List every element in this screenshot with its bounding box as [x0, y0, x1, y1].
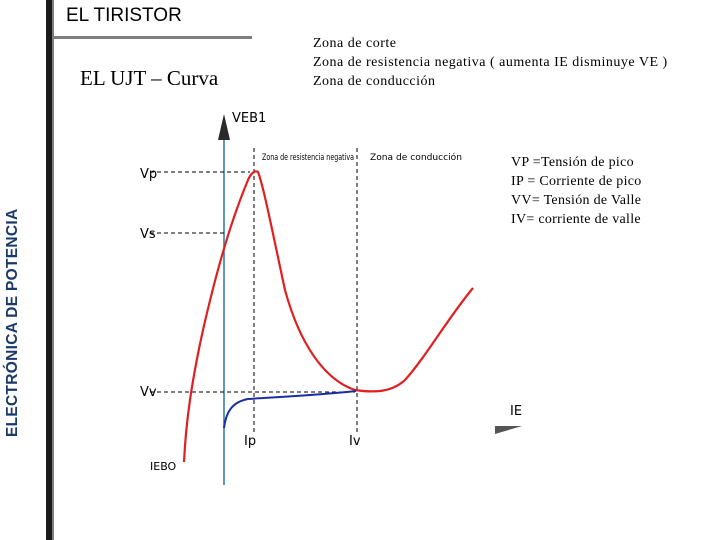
legend-ip: IP = Corriente de pico	[511, 174, 642, 189]
blue-cutoff-curve	[224, 391, 356, 428]
region-label-conduction: Zona de conducción	[370, 153, 456, 163]
iebo-label: IEBO	[150, 460, 177, 473]
y-axis-label: VEB1	[232, 111, 267, 126]
slide-title: EL TIRISTOR	[66, 5, 182, 26]
legend-vp: VP =Tensión de pico	[511, 155, 634, 170]
red-characteristic-curve	[184, 171, 473, 462]
slide-subtitle: EL UJT – Curva	[80, 66, 219, 90]
legend-iv: IV= corriente de valle	[511, 212, 641, 227]
x-axis-label: IE	[510, 404, 523, 419]
ip-label: Ip	[244, 434, 257, 449]
x-axis-arrow-icon	[495, 426, 522, 434]
vp-label: Vp	[140, 167, 158, 182]
vertical-section-title: ELECTRÓNICA DE POTENCIA	[4, 208, 21, 437]
iv-label: Iv	[349, 434, 361, 449]
zone-description-negative-resistance: Zona de resistencia negativa ( aumenta IE disminuye VE )	[313, 55, 668, 70]
zone-description-conduction: Zona de conducción	[313, 74, 436, 89]
region-label-negative-resistance: Zona de resistencia negativa	[262, 153, 354, 163]
legend-vv: VV= Tensión de Valle	[511, 193, 642, 208]
vv-label: Vv	[140, 385, 157, 400]
zone-description-cutoff: Zona de corte	[313, 36, 397, 51]
y-axis-arrow-icon	[218, 114, 230, 140]
vs-label: Vs	[140, 227, 156, 242]
